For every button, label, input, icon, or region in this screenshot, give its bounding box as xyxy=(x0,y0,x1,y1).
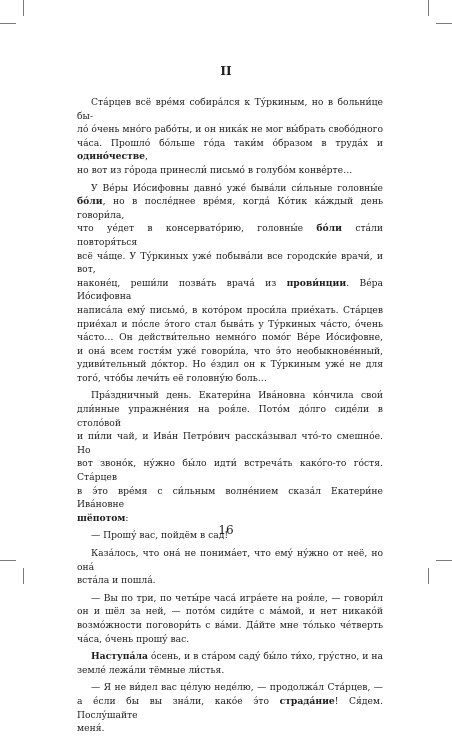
text-line: бо́ли, но в после́днее вре́мя, когда́ Ко́тик ка́ждый день говори́ла, xyxy=(77,196,383,221)
crop-mark xyxy=(436,560,452,561)
text-line: и она́ всем гостя́м уже́ говори́ла, что э́то необыкнове́нный, xyxy=(77,345,383,357)
text-line: вста́ла и пошла́. xyxy=(77,575,156,587)
text-line: земле́ лежа́ли тёмные ли́стья. xyxy=(77,664,225,676)
text-line: возмо́жности поговори́ть с ва́ми. Да́йте мне то́лько че́тверть xyxy=(77,619,383,631)
crop-mark xyxy=(0,23,16,24)
text-line: меня́. xyxy=(77,723,105,735)
text-line: Наступа́ла о́сень, и в ста́ром саду́ бы́ло ти́хо, гру́стно, и на xyxy=(91,651,383,663)
text-line: — Я не ви́дел вас це́лую неде́лю, — продолжа́л Ста́рцев, — xyxy=(91,682,383,694)
text-line: шёпотом: xyxy=(77,512,129,524)
paragraph xyxy=(77,681,383,735)
text-line: Пра́здничный день. Екатери́на Ива́новна ко́нчила свои́ xyxy=(91,390,383,402)
text-line: а е́сли бы вы зна́ли, како́е э́то страда́ние! Ся́дем. Послу́шайте xyxy=(77,695,383,721)
paragraph xyxy=(77,650,383,677)
text-line: — Прошу́ вас, пойдём в сад! xyxy=(91,530,229,542)
crop-mark xyxy=(436,23,452,24)
text-line: всё ча́ще. У Ту́ркиных уже́ побыва́ли все городски́е врачи́, и вот, xyxy=(77,250,383,276)
text-line: Ста́рцев всё вре́мя собира́лся к Ту́ркиным, но в больни́це бы- xyxy=(77,97,383,122)
text-line: — Вы по три, по четы́ре часа́ игра́ете на роя́ле, — говори́л xyxy=(91,592,383,604)
text-line: того́, что́бы лечи́ть её головну́ю боль… xyxy=(77,372,267,384)
text-line: написа́ла ему́ письмо́, в кото́ром проси́ла прие́хать. Ста́рцев xyxy=(77,304,383,316)
text-line: удиви́тельный до́ктор. Но е́здил он к Ту́ркиным уже́ не для xyxy=(77,359,383,371)
page-number: 16 xyxy=(218,523,234,537)
text-line: ло́ о́чень мно́го рабо́ты, и он ника́к не мог вы́брать свобо́дного xyxy=(77,124,383,136)
crop-mark xyxy=(428,568,429,584)
text-line: ча́са. Прошло́ бо́льше го́да таки́м о́бразом в труда́х и одино́честве, xyxy=(77,137,383,163)
text-line: ча́сто… Он действи́тельно немно́го помо́г Ве́ре Ио́сифовне, xyxy=(77,332,383,344)
chapter-heading: II xyxy=(220,64,232,78)
text-line: вот звоно́к, ну́жно бы́ло идти́ встреча́ть како́го-то го́стя. Ста́рцев xyxy=(77,458,383,484)
crop-mark xyxy=(23,568,24,584)
paragraph xyxy=(77,96,383,178)
text-line: дли́нные упражне́ния на роя́ле. Пото́м до́лго сиде́ли в столо́вой xyxy=(77,404,383,429)
paragraph xyxy=(77,389,383,525)
text-line: но вот из го́рода принесли́ письмо́ в голубо́м конве́рте… xyxy=(77,164,353,176)
text-line: он и шёл за ней, — пото́м сиди́те с ма́мой, и нет никако́й xyxy=(77,606,383,618)
paragraph xyxy=(77,592,383,646)
paragraph xyxy=(77,182,383,386)
text-line: в э́то вре́мя с си́льным волне́нием сказа́л Екатери́не Ива́новне xyxy=(77,485,383,511)
crop-mark xyxy=(23,0,24,16)
body-text xyxy=(77,96,383,736)
text-line: У Ве́ры Ио́сифовны давно́ уже́ быва́ли си́льные головны́е xyxy=(91,182,383,194)
text-line: прие́хал и по́сле э́того стал быва́ть у Ту́ркиных ча́сто, о́чень xyxy=(77,318,383,330)
text-line: ча́са, о́чень прошу́ вас. xyxy=(77,633,190,645)
text-line: Каза́лось, что она́ не понима́ет, что ему́ ну́жно от неё, но она́ xyxy=(77,548,383,573)
paragraph xyxy=(77,547,383,588)
crop-mark xyxy=(428,0,429,16)
text-line: что уе́дет в консервато́рию, головны́е бо́ли ста́ли повторя́ться xyxy=(77,223,383,248)
crop-mark xyxy=(0,560,16,561)
text-line: наконе́ц, реши́ли позва́ть врача́ из прови́нции. Ве́ра Ио́сифовна xyxy=(77,277,384,303)
text-line: и пи́ли чай, и Ива́н Петро́вич расска́зывал что́-то смешно́е. Но xyxy=(77,431,383,456)
